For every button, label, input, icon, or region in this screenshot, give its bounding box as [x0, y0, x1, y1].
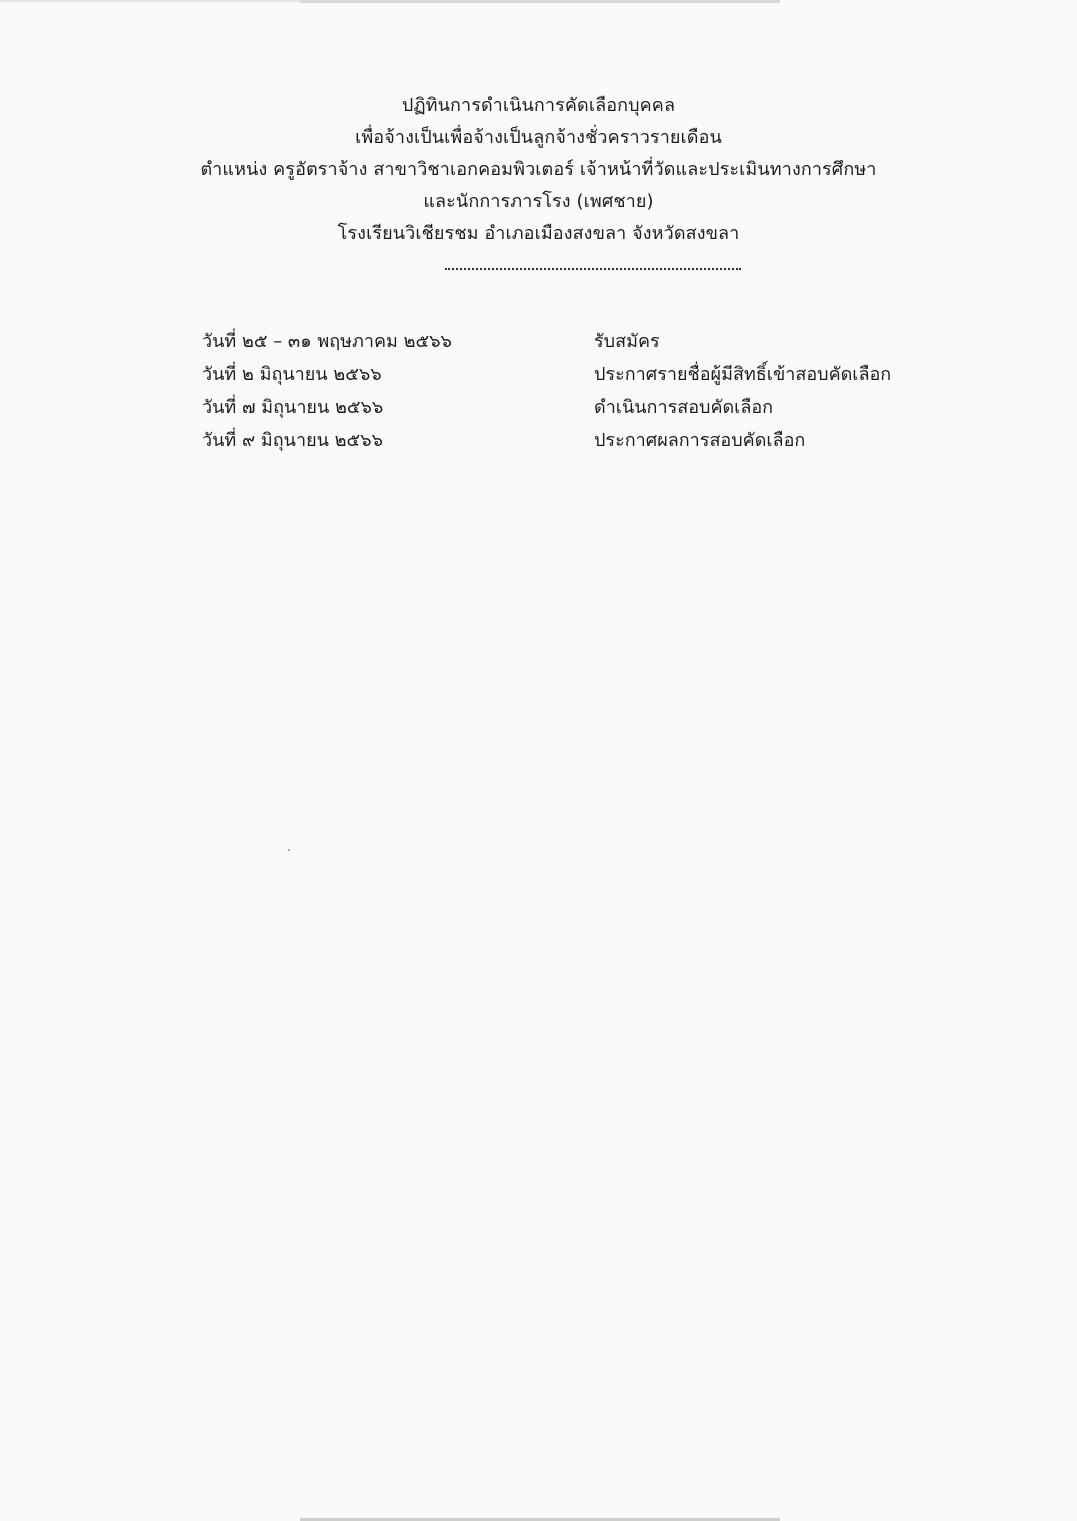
schedule-row: [202, 390, 962, 423]
title-line-4: และนักการภารโรง (เพศชาย): [423, 191, 654, 212]
document-header: [0, 90, 1077, 250]
schedule-date: วันที่ ๒๕ – ๓๑ พฤษภาคม ๒๕๖๖: [202, 331, 452, 352]
schedule-activity: ประกาศรายชื่อผู้มีสิทธิ์เข้าสอบคัดเลือก: [594, 364, 892, 385]
schedule-activity: ดำเนินการสอบคัดเลือก: [594, 397, 774, 418]
dotted-divider: [445, 268, 741, 270]
scan-edge-top-left: [0, 0, 300, 2]
schedule-date: วันที่ ๙ มิถุนายน ๒๕๖๖: [202, 430, 383, 451]
schedule-list: [202, 324, 962, 456]
schedule-activity: รับสมัคร: [594, 331, 660, 352]
scan-speck: [288, 849, 290, 851]
schedule-row: [202, 324, 962, 357]
schedule-activity: ประกาศผลการสอบคัดเลือก: [594, 430, 806, 451]
title-line-2: เพื่อจ้างเป็นเพื่อจ้างเป็นลูกจ้างชั่วคราวรายเดือน: [355, 127, 722, 148]
schedule-row: [202, 423, 962, 456]
schedule-row: [202, 357, 962, 390]
scan-edge-top: [300, 0, 780, 3]
title-line-1: ปฏิทินการดำเนินการคัดเลือกบุคคล: [401, 95, 676, 116]
schedule-date: วันที่ ๒ มิถุนายน ๒๕๖๖: [202, 364, 382, 385]
schedule-date: วันที่ ๗ มิถุนายน ๒๕๖๖: [202, 397, 384, 418]
title-line-5: โรงเรียนวิเชียรชม อำเภอเมืองสงขลา จังหวัดสงขลา: [337, 223, 740, 244]
title-line-3: ตำแหน่ง ครูอัตราจ้าง สาขาวิชาเอกคอมพิวเตอร์ เจ้าหน้าที่วัดและประเมินทางการศึกษา: [200, 159, 877, 180]
